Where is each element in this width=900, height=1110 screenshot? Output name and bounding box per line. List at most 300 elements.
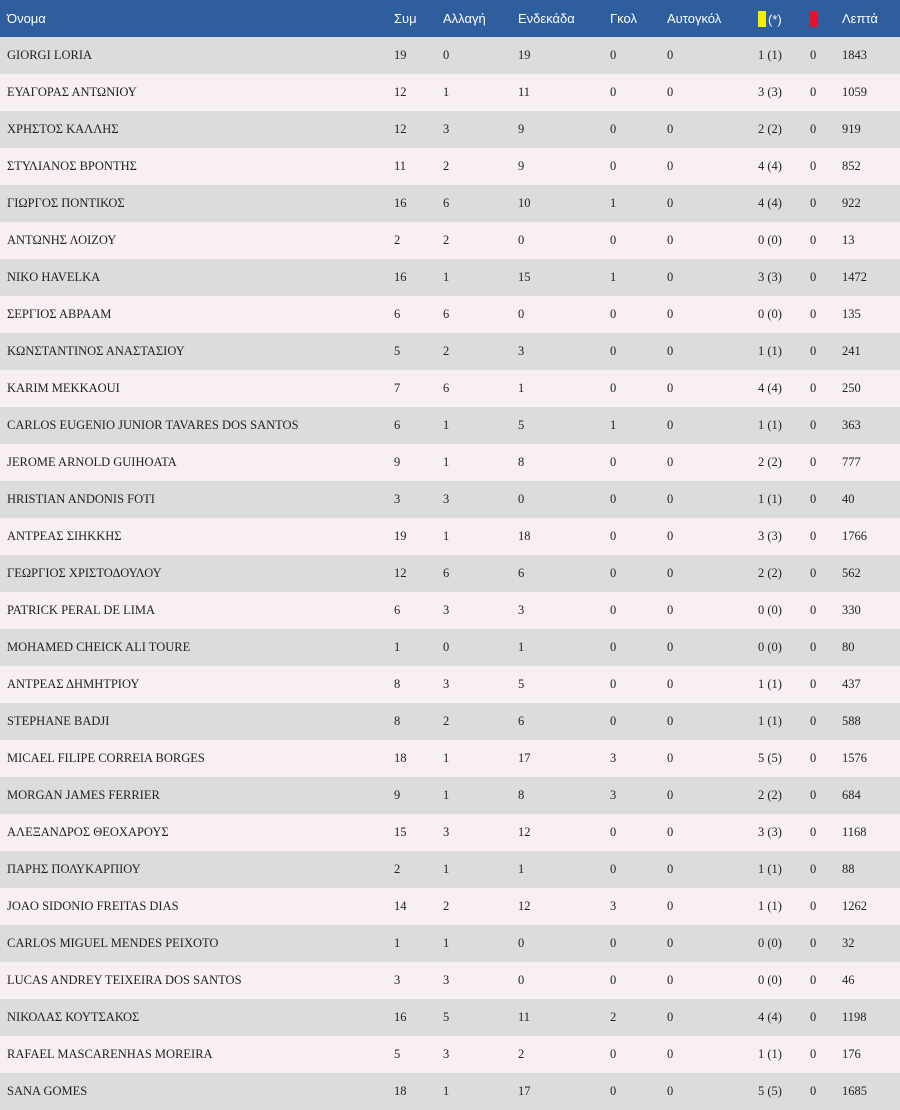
apps-value: 12 <box>394 122 407 136</box>
starts-value: 18 <box>518 529 531 543</box>
yellow-cards-value: 2 (2) <box>758 788 782 802</box>
starts-value: 0 <box>518 233 525 247</box>
red-cards-value: 0 <box>810 603 817 617</box>
table-row <box>0 407 900 444</box>
own-goals-value: 0 <box>667 196 674 210</box>
minutes-value: 40 <box>842 492 855 506</box>
minutes-value: 32 <box>842 936 855 950</box>
yellow-cards-value: 4 (4) <box>758 1010 782 1024</box>
minutes-value: 1168 <box>842 825 867 839</box>
player-name[interactable]: HRISTIAN ANDONIS FOTI <box>7 492 155 506</box>
starts-value: 19 <box>518 48 531 62</box>
goals-value: 0 <box>610 455 617 469</box>
yellow-cards-value: 1 (1) <box>758 714 782 728</box>
yellow-cards-value: 4 (4) <box>758 196 782 210</box>
own-goals-value: 0 <box>667 307 674 321</box>
red-cards-value: 0 <box>810 233 817 247</box>
player-name[interactable]: ΚΩΝΣΤΑΝΤΙΝΟΣ ΑΝΑΣΤΑΣΙΟΥ <box>7 344 185 358</box>
starts-value: 3 <box>518 603 525 617</box>
apps-value: 16 <box>394 196 407 210</box>
minutes-value: 922 <box>842 196 861 210</box>
minutes-value: 13 <box>842 233 855 247</box>
player-name[interactable]: RAFAEL MASCARENHAS MOREIRA <box>7 1047 213 1061</box>
apps-value: 5 <box>394 1047 401 1061</box>
red-cards-value: 0 <box>810 1010 817 1024</box>
subs-value: 3 <box>443 973 450 987</box>
player-name[interactable]: SANA GOMES <box>7 1084 88 1098</box>
subs-value: 6 <box>443 566 450 580</box>
col-header-name[interactable]: Όνομα <box>7 11 46 26</box>
table-row <box>0 740 900 777</box>
minutes-value: 46 <box>842 973 855 987</box>
minutes-value: 684 <box>842 788 861 802</box>
own-goals-value: 0 <box>667 85 674 99</box>
table-row <box>0 962 900 999</box>
goals-value: 1 <box>610 196 617 210</box>
player-name[interactable]: ΑΝΤΩΝΗΣ ΛΟΙΖΟΥ <box>7 233 117 247</box>
table-row <box>0 111 900 148</box>
subs-value: 1 <box>443 270 450 284</box>
subs-value: 1 <box>443 751 450 765</box>
yellow-cards-value: 2 (2) <box>758 566 782 580</box>
player-name[interactable]: KARIM MEKKAOUI <box>7 381 120 395</box>
apps-value: 15 <box>394 825 407 839</box>
player-name[interactable]: LUCAS ANDREY TEIXEIRA DOS SANTOS <box>7 973 242 987</box>
own-goals-value: 0 <box>667 1010 674 1024</box>
goals-value: 0 <box>610 85 617 99</box>
red-cards-value: 0 <box>810 529 817 543</box>
red-cards-value: 0 <box>810 344 817 358</box>
yellow-cards-value: 1 (1) <box>758 1047 782 1061</box>
own-goals-value: 0 <box>667 973 674 987</box>
table-row <box>0 444 900 481</box>
minutes-value: 330 <box>842 603 861 617</box>
yellow-cards-value: 0 (0) <box>758 936 782 950</box>
starts-value: 5 <box>518 418 525 432</box>
col-header-minutes[interactable]: Λεπτά <box>842 11 878 26</box>
apps-value: 16 <box>394 270 407 284</box>
yellow-cards-value: 4 (4) <box>758 381 782 395</box>
red-cards-value: 0 <box>810 159 817 173</box>
own-goals-value: 0 <box>667 48 674 62</box>
player-name[interactable]: MOHAMED CHEICK ALI TOURE <box>7 640 191 654</box>
table-row <box>0 370 900 407</box>
starts-value: 12 <box>518 899 531 913</box>
table-row <box>0 185 900 222</box>
subs-value: 2 <box>443 344 450 358</box>
player-name[interactable]: GIORGI LORIA <box>7 48 93 62</box>
own-goals-value: 0 <box>667 270 674 284</box>
minutes-value: 777 <box>842 455 861 469</box>
apps-value: 3 <box>394 492 401 506</box>
apps-value: 12 <box>394 566 407 580</box>
goals-value: 0 <box>610 640 617 654</box>
starts-value: 0 <box>518 936 525 950</box>
player-name[interactable]: ΑΛΕΞΑΝΔΡΟΣ ΘΕΟΧΑΡΟΥΣ <box>7 825 169 839</box>
yellow-cards-value: 0 (0) <box>758 603 782 617</box>
goals-value: 1 <box>610 270 617 284</box>
goals-value: 1 <box>610 418 617 432</box>
red-cards-value: 0 <box>810 714 817 728</box>
starts-value: 8 <box>518 455 525 469</box>
goals-value: 2 <box>610 1010 617 1024</box>
table-row <box>0 259 900 296</box>
red-cards-value: 0 <box>810 825 817 839</box>
minutes-value: 437 <box>842 677 861 691</box>
red-cards-value: 0 <box>810 455 817 469</box>
yellow-cards-value: 1 (1) <box>758 492 782 506</box>
starts-value: 5 <box>518 677 525 691</box>
subs-value: 1 <box>443 1084 450 1098</box>
player-name[interactable]: ΑΝΤΡΕΑΣ ΔΗΜΗΤΡΙΟΥ <box>7 677 140 691</box>
red-cards-value: 0 <box>810 48 817 62</box>
apps-value: 18 <box>394 751 407 765</box>
player-name[interactable]: NIKO HAVELKA <box>7 270 101 284</box>
red-cards-value: 0 <box>810 1047 817 1061</box>
player-name[interactable]: ΠΑΡΗΣ ΠΟΛΥΚΑΡΠΙΟΥ <box>7 862 141 876</box>
apps-value: 2 <box>394 862 401 876</box>
player-name[interactable]: ΑΝΤΡΕΑΣ ΣΙΗΚΚΗΣ <box>7 529 122 543</box>
minutes-value: 1059 <box>842 85 867 99</box>
red-cards-value: 0 <box>810 677 817 691</box>
apps-value: 11 <box>394 159 407 173</box>
starts-value: 17 <box>518 1084 531 1098</box>
goals-value: 0 <box>610 973 617 987</box>
goals-value: 0 <box>610 344 617 358</box>
table-row <box>0 666 900 703</box>
starts-value: 1 <box>518 640 525 654</box>
starts-value: 1 <box>518 862 525 876</box>
minutes-value: 562 <box>842 566 861 580</box>
apps-value: 8 <box>394 714 401 728</box>
yellow-cards-value: 3 (3) <box>758 825 782 839</box>
apps-value: 2 <box>394 233 401 247</box>
subs-value: 0 <box>443 640 450 654</box>
table-row <box>0 888 900 925</box>
subs-value: 3 <box>443 122 450 136</box>
col-header-yellow-cards[interactable] <box>751 0 803 37</box>
subs-value: 1 <box>443 862 450 876</box>
own-goals-value: 0 <box>667 677 674 691</box>
subs-value: 1 <box>443 529 450 543</box>
table-row <box>0 37 900 74</box>
yellow-cards-value: 0 (0) <box>758 973 782 987</box>
col-header-apps[interactable]: Συμ <box>394 11 417 26</box>
red-cards-value: 0 <box>810 418 817 432</box>
subs-value: 3 <box>443 677 450 691</box>
table-row <box>0 222 900 259</box>
red-cards-value: 0 <box>810 899 817 913</box>
player-name[interactable]: JEROME ARNOLD GUIHOATA <box>7 455 177 469</box>
table-row <box>0 703 900 740</box>
own-goals-value: 0 <box>667 603 674 617</box>
col-header-starts[interactable]: Ενδεκάδα <box>518 11 575 26</box>
goals-value: 0 <box>610 862 617 876</box>
yellow-card-icon <box>758 11 766 27</box>
yellow-cards-value: 3 (3) <box>758 529 782 543</box>
starts-value: 0 <box>518 973 525 987</box>
player-name[interactable]: ΕΥΑΓΟΡΑΣ ΑΝΤΩΝΙΟΥ <box>7 85 137 99</box>
own-goals-value: 0 <box>667 640 674 654</box>
own-goals-value: 0 <box>667 418 674 432</box>
table-header-row <box>0 0 900 37</box>
minutes-value: 919 <box>842 122 861 136</box>
own-goals-value: 0 <box>667 381 674 395</box>
subs-value: 6 <box>443 307 450 321</box>
goals-value: 3 <box>610 751 617 765</box>
subs-value: 2 <box>443 159 450 173</box>
own-goals-value: 0 <box>667 825 674 839</box>
subs-value: 2 <box>443 899 450 913</box>
minutes-value: 176 <box>842 1047 861 1061</box>
table-row <box>0 481 900 518</box>
yellow-cards-value: 5 (5) <box>758 751 782 765</box>
goals-value: 0 <box>610 603 617 617</box>
player-name[interactable]: PATRICK PERAL DE LIMA <box>7 603 156 617</box>
red-cards-value: 0 <box>810 936 817 950</box>
goals-value: 0 <box>610 677 617 691</box>
apps-value: 6 <box>394 603 401 617</box>
table-row <box>0 333 900 370</box>
goals-value: 0 <box>610 48 617 62</box>
subs-value: 6 <box>443 381 450 395</box>
red-cards-value: 0 <box>810 492 817 506</box>
minutes-value: 1198 <box>842 1010 867 1024</box>
starts-value: 0 <box>518 307 525 321</box>
player-name[interactable]: ΣΕΡΓΙΟΣ ΑΒΡΑΑΜ <box>7 307 112 321</box>
apps-value: 8 <box>394 677 401 691</box>
player-name[interactable]: ΣΤΥΛΙΑΝΟΣ ΒΡΟΝΤΗΣ <box>7 159 137 173</box>
goals-value: 0 <box>610 492 617 506</box>
goals-value: 0 <box>610 714 617 728</box>
minutes-value: 135 <box>842 307 861 321</box>
subs-value: 3 <box>443 825 450 839</box>
own-goals-value: 0 <box>667 936 674 950</box>
red-cards-value: 0 <box>810 307 817 321</box>
red-cards-value: 0 <box>810 973 817 987</box>
apps-value: 16 <box>394 1010 407 1024</box>
yellow-cards-value: 1 (1) <box>758 344 782 358</box>
own-goals-value: 0 <box>667 788 674 802</box>
subs-value: 1 <box>443 455 450 469</box>
col-header-red-cards[interactable] <box>803 0 835 37</box>
player-name[interactable]: ΧΡΗΣΤΟΣ ΚΑΛΛΗΣ <box>7 122 119 136</box>
minutes-value: 250 <box>842 381 861 395</box>
apps-value: 1 <box>394 640 401 654</box>
apps-value: 19 <box>394 48 407 62</box>
starts-value: 2 <box>518 1047 525 1061</box>
table-row <box>0 296 900 333</box>
apps-value: 7 <box>394 381 401 395</box>
yellow-cards-value: 1 (1) <box>758 418 782 432</box>
apps-value: 1 <box>394 936 401 950</box>
starts-value: 8 <box>518 788 525 802</box>
player-name[interactable]: ΓΙΩΡΓΟΣ ΠΟΝΤΙΚΟΣ <box>7 196 125 210</box>
col-header-goals[interactable]: Γκολ <box>610 11 637 26</box>
own-goals-value: 0 <box>667 714 674 728</box>
player-name[interactable]: ΓΕΩΡΓΙΟΣ ΧΡΙΣΤΟΔΟΥΛΟΥ <box>7 566 162 580</box>
col-header-subs[interactable]: Αλλαγή <box>443 11 486 26</box>
red-cards-value: 0 <box>810 381 817 395</box>
goals-value: 0 <box>610 159 617 173</box>
player-name[interactable]: JOAO SIDONIO FREITAS DIAS <box>7 899 179 913</box>
own-goals-value: 0 <box>667 1084 674 1098</box>
table-row <box>0 555 900 592</box>
starts-value: 9 <box>518 159 525 173</box>
subs-value: 2 <box>443 714 450 728</box>
minutes-value: 241 <box>842 344 861 358</box>
subs-value: 1 <box>443 788 450 802</box>
goals-value: 0 <box>610 936 617 950</box>
starts-value: 12 <box>518 825 531 839</box>
goals-value: 3 <box>610 788 617 802</box>
player-name[interactable]: CARLOS EUGENIO JUNIOR TAVARES DOS SANTOS <box>7 418 299 432</box>
red-cards-value: 0 <box>810 85 817 99</box>
own-goals-value: 0 <box>667 899 674 913</box>
starts-value: 9 <box>518 122 525 136</box>
own-goals-value: 0 <box>667 159 674 173</box>
red-card-icon <box>810 11 818 27</box>
table-row <box>0 518 900 555</box>
minutes-value: 1576 <box>842 751 867 765</box>
own-goals-value: 0 <box>667 344 674 358</box>
own-goals-value: 0 <box>667 233 674 247</box>
minutes-value: 363 <box>842 418 861 432</box>
minutes-value: 80 <box>842 640 855 654</box>
goals-value: 0 <box>610 825 617 839</box>
yellow-header-suffix: (*) <box>768 11 782 27</box>
table-row <box>0 925 900 962</box>
minutes-value: 1685 <box>842 1084 867 1098</box>
starts-value: 1 <box>518 381 525 395</box>
goals-value: 0 <box>610 1084 617 1098</box>
starts-value: 11 <box>518 1010 531 1024</box>
minutes-value: 852 <box>842 159 861 173</box>
apps-value: 19 <box>394 529 407 543</box>
player-name[interactable]: MICAEL FILIPE CORREIA BORGES <box>7 751 205 765</box>
subs-value: 1 <box>443 85 450 99</box>
starts-value: 11 <box>518 85 531 99</box>
player-name[interactable]: MORGAN JAMES FERRIER <box>7 788 160 802</box>
table-row <box>0 148 900 185</box>
minutes-value: 588 <box>842 714 861 728</box>
table-row <box>0 777 900 814</box>
goals-value: 0 <box>610 381 617 395</box>
table-row <box>0 1036 900 1073</box>
subs-value: 2 <box>443 233 450 247</box>
goals-value: 0 <box>610 1047 617 1061</box>
apps-value: 9 <box>394 788 401 802</box>
starts-value: 0 <box>518 492 525 506</box>
starts-value: 6 <box>518 566 525 580</box>
yellow-cards-value: 1 (1) <box>758 862 782 876</box>
own-goals-value: 0 <box>667 566 674 580</box>
yellow-cards-value: 2 (2) <box>758 455 782 469</box>
red-cards-value: 0 <box>810 566 817 580</box>
minutes-value: 1843 <box>842 48 867 62</box>
goals-value: 0 <box>610 122 617 136</box>
yellow-cards-value: 1 (1) <box>758 48 782 62</box>
yellow-cards-value: 2 (2) <box>758 122 782 136</box>
minutes-value: 1262 <box>842 899 867 913</box>
table-row <box>0 74 900 111</box>
yellow-cards-value: 1 (1) <box>758 677 782 691</box>
subs-value: 3 <box>443 492 450 506</box>
yellow-cards-value: 5 (5) <box>758 1084 782 1098</box>
subs-value: 6 <box>443 196 450 210</box>
subs-value: 3 <box>443 603 450 617</box>
col-header-own-goals[interactable]: Αυτογκόλ <box>667 11 722 26</box>
minutes-value: 1766 <box>842 529 867 543</box>
red-cards-value: 0 <box>810 196 817 210</box>
own-goals-value: 0 <box>667 529 674 543</box>
starts-value: 17 <box>518 751 531 765</box>
red-cards-value: 0 <box>810 640 817 654</box>
subs-value: 1 <box>443 418 450 432</box>
yellow-cards-value: 0 (0) <box>758 640 782 654</box>
red-cards-value: 0 <box>810 270 817 284</box>
goals-value: 3 <box>610 899 617 913</box>
starts-value: 15 <box>518 270 531 284</box>
player-name[interactable]: STEPHANE BADJI <box>7 714 110 728</box>
apps-value: 9 <box>394 455 401 469</box>
table-row <box>0 999 900 1036</box>
own-goals-value: 0 <box>667 862 674 876</box>
yellow-cards-value: 0 (0) <box>758 307 782 321</box>
table-row <box>0 592 900 629</box>
apps-value: 18 <box>394 1084 407 1098</box>
subs-value: 5 <box>443 1010 450 1024</box>
starts-value: 10 <box>518 196 531 210</box>
table-row <box>0 1073 900 1110</box>
own-goals-value: 0 <box>667 492 674 506</box>
own-goals-value: 0 <box>667 1047 674 1061</box>
apps-value: 14 <box>394 899 407 913</box>
minutes-value: 1472 <box>842 270 867 284</box>
subs-value: 1 <box>443 936 450 950</box>
yellow-cards-value: 4 (4) <box>758 159 782 173</box>
yellow-cards-value: 3 (3) <box>758 270 782 284</box>
own-goals-value: 0 <box>667 455 674 469</box>
goals-value: 0 <box>610 529 617 543</box>
starts-value: 6 <box>518 714 525 728</box>
subs-value: 3 <box>443 1047 450 1061</box>
red-cards-value: 0 <box>810 862 817 876</box>
apps-value: 6 <box>394 418 401 432</box>
starts-value: 3 <box>518 344 525 358</box>
own-goals-value: 0 <box>667 122 674 136</box>
player-name[interactable]: ΝΙΚΟΛΑΣ ΚΟΥΤΣΑΚΟΣ <box>7 1010 140 1024</box>
minutes-value: 88 <box>842 862 855 876</box>
red-cards-value: 0 <box>810 122 817 136</box>
apps-value: 12 <box>394 85 407 99</box>
goals-value: 0 <box>610 307 617 321</box>
subs-value: 0 <box>443 48 450 62</box>
red-cards-value: 0 <box>810 788 817 802</box>
yellow-cards-value: 1 (1) <box>758 899 782 913</box>
table-row <box>0 851 900 888</box>
own-goals-value: 0 <box>667 751 674 765</box>
red-cards-value: 0 <box>810 1084 817 1098</box>
table-row <box>0 814 900 851</box>
table-row <box>0 629 900 666</box>
yellow-cards-value: 0 (0) <box>758 233 782 247</box>
goals-value: 0 <box>610 566 617 580</box>
red-cards-value: 0 <box>810 751 817 765</box>
goals-value: 0 <box>610 233 617 247</box>
player-name[interactable]: CARLOS MIGUEL MENDES PEIXOTO <box>7 936 219 950</box>
apps-value: 5 <box>394 344 401 358</box>
